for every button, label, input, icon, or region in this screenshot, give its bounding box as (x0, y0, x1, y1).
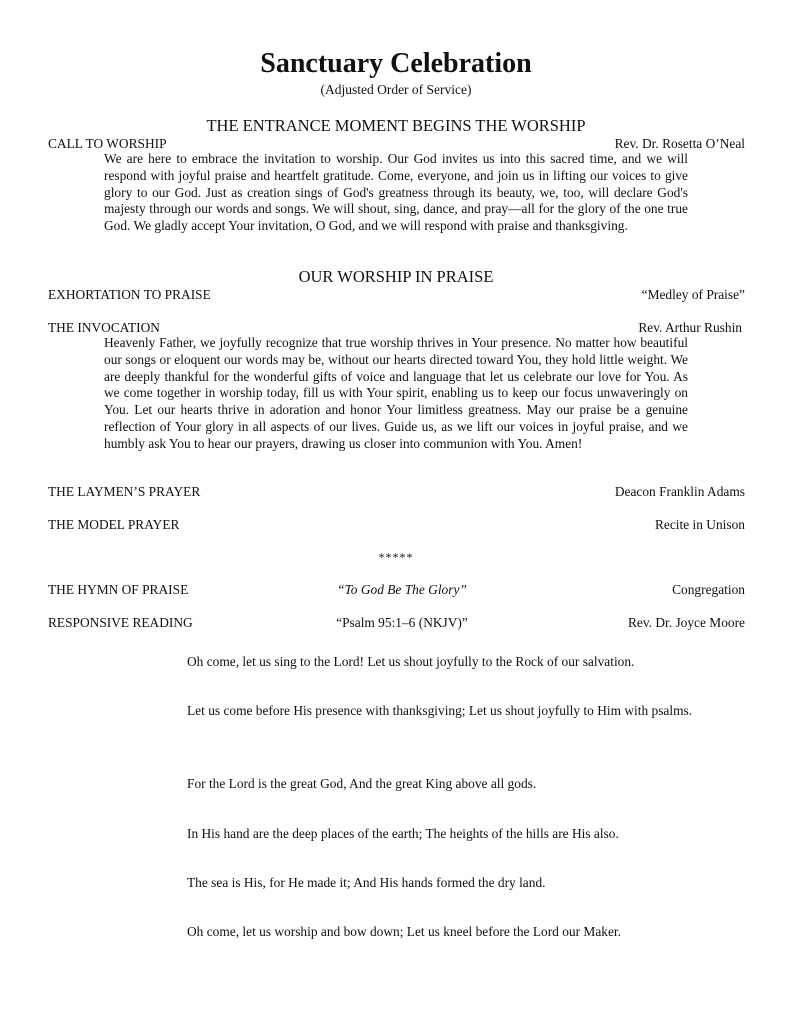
laymens-prayer-leader: Deacon Franklin Adams (614, 484, 745, 499)
exhortation-label: EXHORTATION TO PRAISE (48, 287, 211, 302)
exhortation-detail: “Medley of Praise” (641, 287, 745, 302)
page-subtitle: (Adjusted Order of Service) (320, 82, 472, 97)
reading-verse: For the Lord is the great God, And the great King above all gods. (187, 776, 537, 791)
section-heading-entrance: THE ENTRANCE MOMENT BEGINS THE WORSHIP (206, 116, 586, 135)
model-prayer-leader: Recite in Unison (654, 517, 745, 532)
model-prayer-label: THE MODEL PRAYER (48, 517, 180, 532)
responsive-reading-leader: Rev. Dr. Joyce Moore (627, 615, 745, 630)
invocation-label: THE INVOCATION (48, 320, 160, 335)
invocation-text: Heavenly Father, we joyfully recognize that true worship thrives in Your presence. No matter how beautiful our songs or eloquent our words may be, without our hearts directed toward You, they hold little weight. We are deeply thankful for the wonderful gifts of voice and language that let us celebrate our love for You. As we come together in worship today, fill us with Your spirit, enabling us to keep our focus unwaveringly on You. Let our hearts thrive in adoration and honor Your limitless greatness. May our praise be a genuine reflection of Your glory in all aspects of our lives. Guide us, as we lift our voices in joyful praise, and we humbly ask You to hear our prayers, drawing us closer into communion with You. Amen! (104, 335, 688, 451)
laymens-prayer-label: THE LAYMEN’S PRAYER (48, 484, 201, 499)
reading-verse: Let us come before His presence with thanksgiving; Let us shout joyfully to Him with psalms. (187, 703, 693, 718)
reading-verse: The sea is His, for He made it; And His hands formed the dry land. (187, 875, 546, 890)
hymn-title: “To God Be The Glory” (337, 582, 467, 597)
page-title: Sanctuary Celebration (260, 48, 532, 79)
reading-verse: Oh come, let us sing to the Lord! Let us shout joyfully to the Rock of our salvation. (187, 654, 635, 669)
call-to-worship-leader: Rev. Dr. Rosetta O’Neal (614, 136, 745, 151)
hymn-label: THE HYMN OF PRAISE (48, 582, 189, 597)
reading-verse: Oh come, let us worship and bow down; Let us kneel before the Lord our Maker. (187, 924, 621, 939)
call-to-worship-label: CALL TO WORSHIP (48, 136, 167, 151)
hymn-leader: Congregation (672, 582, 745, 597)
responsive-reading-label: RESPONSIVE READING (48, 615, 193, 630)
responsive-reading-passage: “Psalm 95:1–6 (NKJV)” (336, 615, 468, 630)
section-divider: ***** (378, 550, 414, 564)
invocation-leader: Rev. Arthur Rushin (638, 320, 742, 335)
call-to-worship-text: We are here to embrace the invitation to worship. Our God invites us into this sacred time, and we will respond with joyful praise and heartfelt gratitude. Come, everyone, and join us in lifting our voices to give glory to our God. Just as creation sings of God's greatness through its beauty, we, too, will declare God's majesty through our words and songs. We will shout, sing, dance, and pray—all for the glory of the one true God. We gladly accept Your invitation, O God, and we will respond with praise and thanksgiving. (104, 151, 688, 234)
reading-verse: In His hand are the deep places of the earth; The heights of the hills are His also. (187, 826, 619, 841)
section-heading-praise: OUR WORSHIP IN PRAISE (298, 267, 494, 286)
